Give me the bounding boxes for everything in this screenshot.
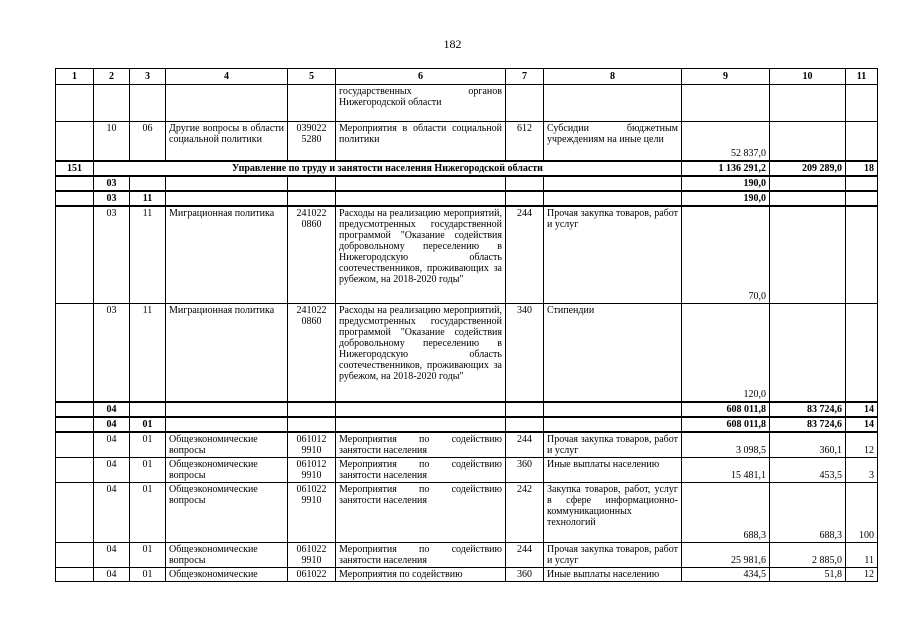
column-header: 8	[544, 69, 682, 85]
cell-target-article: 039022 5280	[288, 122, 336, 161]
cell-empty	[288, 417, 336, 432]
cell-subsection-name: Общеэкономические вопросы	[166, 542, 288, 567]
cell-subsection: 01	[130, 417, 166, 432]
cell-percent	[846, 176, 878, 191]
cell-chapter	[56, 432, 94, 458]
cell-subsection	[130, 85, 166, 122]
table-row	[56, 457, 878, 482]
cell-subsection-name: Общеэкономические вопросы	[166, 457, 288, 482]
cell-section: 03	[94, 176, 130, 191]
cell-section	[94, 85, 130, 122]
cell-percent: 12	[846, 567, 878, 581]
column-header: 4	[166, 69, 288, 85]
cell-subsection: 01	[130, 482, 166, 542]
cell-amount-share: 51,8	[770, 567, 846, 581]
cell-article-name: государственных органов Нижегородской области	[336, 85, 506, 122]
cell-article-name: Мероприятия по содействию занятости населения	[336, 482, 506, 542]
cell-subsection-name: Общеэкономические вопросы	[166, 432, 288, 458]
cell-article-name: Мероприятия в области социальной политики	[336, 122, 506, 161]
cell-amount-share: 2 885,0	[770, 542, 846, 567]
cell-amount: 434,5	[682, 567, 770, 581]
cell-percent: 11	[846, 542, 878, 567]
cell-section: 03	[94, 206, 130, 304]
cell-section: 04	[94, 432, 130, 458]
cell-amount-share	[770, 85, 846, 122]
cell-section: 10	[94, 122, 130, 161]
cell-chapter	[56, 402, 94, 417]
cell-empty	[166, 402, 288, 417]
column-header: 6	[336, 69, 506, 85]
cell-section: 03	[94, 191, 130, 206]
cell-expense-type	[506, 85, 544, 122]
cell-expense-name: Субсидии бюджетным учреждениям на иные цели	[544, 122, 682, 161]
cell-subsection-name	[166, 85, 288, 122]
column-header: 5	[288, 69, 336, 85]
cell-amount-share	[770, 206, 846, 304]
cell-empty	[166, 176, 288, 191]
cell-empty	[336, 176, 506, 191]
cell-chapter	[56, 176, 94, 191]
cell-amount: 1 136 291,2	[682, 161, 770, 176]
cell-empty	[288, 191, 336, 206]
cell-amount: 190,0	[682, 176, 770, 191]
column-header: 7	[506, 69, 544, 85]
cell-chapter	[56, 482, 94, 542]
cell-percent	[846, 304, 878, 402]
cell-empty	[336, 417, 506, 432]
cell-subsection-name: Другие вопросы в области социальной политики	[166, 122, 288, 161]
cell-expense-name: Прочая закупка товаров, работ и услуг	[544, 542, 682, 567]
cell-article-name: Мероприятия по содействию занятости населения	[336, 457, 506, 482]
cell-subsection: 01	[130, 542, 166, 567]
table-row	[56, 206, 878, 304]
cell-expense-type: 244	[506, 542, 544, 567]
cell-amount: 608 011,8	[682, 402, 770, 417]
cell-chapter	[56, 567, 94, 581]
cell-article-name: Мероприятия по содействию занятости населения	[336, 432, 506, 458]
cell-target-article: 061022 9910	[288, 482, 336, 542]
cell-percent: 18	[846, 161, 878, 176]
cell-empty	[166, 191, 288, 206]
cell-expense-name: Иные выплаты населению	[544, 457, 682, 482]
cell-target-article: 061012 9910	[288, 457, 336, 482]
cell-section: 04	[94, 417, 130, 432]
table-row-subsection	[56, 417, 878, 432]
cell-subsection-name: Миграционная политика	[166, 206, 288, 304]
cell-amount-share	[770, 122, 846, 161]
cell-subsection: 01	[130, 567, 166, 581]
cell-subsection: 01	[130, 432, 166, 458]
cell-amount: 52 837,0	[682, 122, 770, 161]
cell-amount-share: 209 289,0	[770, 161, 846, 176]
cell-amount	[682, 85, 770, 122]
cell-amount: 15 481,1	[682, 457, 770, 482]
cell-section: 04	[94, 567, 130, 581]
budget-table	[55, 68, 878, 582]
column-header: 2	[94, 69, 130, 85]
cell-empty	[544, 417, 682, 432]
cell-empty	[336, 402, 506, 417]
cell-chapter: 151	[56, 161, 94, 176]
cell-section: 04	[94, 402, 130, 417]
cell-percent: 12	[846, 432, 878, 458]
cell-chapter	[56, 304, 94, 402]
cell-chapter	[56, 417, 94, 432]
cell-expense-type: 612	[506, 122, 544, 161]
cell-subsection-name: Миграционная политика	[166, 304, 288, 402]
cell-amount: 190,0	[682, 191, 770, 206]
cell-empty	[288, 402, 336, 417]
cell-amount-share: 360,1	[770, 432, 846, 458]
table-row	[56, 85, 878, 122]
cell-expense-type: 340	[506, 304, 544, 402]
cell-target-article: 241022 0860	[288, 206, 336, 304]
cell-expense-name: Прочая закупка товаров, работ и услуг	[544, 206, 682, 304]
cell-percent	[846, 191, 878, 206]
header-row	[56, 69, 878, 85]
table-row	[56, 482, 878, 542]
cell-empty	[506, 191, 544, 206]
cell-expense-type: 242	[506, 482, 544, 542]
cell-amount: 3 098,5	[682, 432, 770, 458]
cell-expense-type: 360	[506, 457, 544, 482]
cell-amount-share	[770, 176, 846, 191]
cell-section: 04	[94, 482, 130, 542]
cell-subsection: 06	[130, 122, 166, 161]
cell-empty	[544, 402, 682, 417]
cell-article-name: Мероприятия по содействию	[336, 567, 506, 581]
cell-target-article: 061022	[288, 567, 336, 581]
cell-amount-share: 83 724,6	[770, 402, 846, 417]
cell-amount: 688,3	[682, 482, 770, 542]
cell-percent: 3	[846, 457, 878, 482]
cell-subsection: 01	[130, 457, 166, 482]
cell-expense-type: 244	[506, 206, 544, 304]
cell-subsection: 11	[130, 304, 166, 402]
cell-chapter	[56, 191, 94, 206]
cell-target-article	[288, 85, 336, 122]
cell-chapter	[56, 206, 94, 304]
cell-empty	[544, 191, 682, 206]
cell-expense-name: Стипендии	[544, 304, 682, 402]
cell-subsection: 11	[130, 206, 166, 304]
column-header: 1	[56, 69, 94, 85]
cell-amount: 25 981,6	[682, 542, 770, 567]
cell-amount: 608 011,8	[682, 417, 770, 432]
table-row-subsection	[56, 191, 878, 206]
table-row	[56, 567, 878, 581]
cell-empty	[506, 402, 544, 417]
cell-amount-share	[770, 191, 846, 206]
column-header: 3	[130, 69, 166, 85]
cell-amount-share: 688,3	[770, 482, 846, 542]
cell-article-name: Расходы на реализацию мероприятий, предусмотренных государственной программой "Оказание содействия добровольному переселению в Нижегородскую область соотечественников, проживающих за рубежом, на 2018-2020 годы"	[336, 304, 506, 402]
cell-subsection-name: Общеэкономические вопросы	[166, 482, 288, 542]
cell-empty	[336, 191, 506, 206]
table-row-section	[56, 402, 878, 417]
table-row	[56, 304, 878, 402]
cell-expense-name	[544, 85, 682, 122]
cell-empty	[506, 417, 544, 432]
cell-percent: 100	[846, 482, 878, 542]
cell-target-article: 241022 0860	[288, 304, 336, 402]
cell-subsection-name: Общеэкономические	[166, 567, 288, 581]
cell-chapter	[56, 122, 94, 161]
cell-amount-share: 453,5	[770, 457, 846, 482]
cell-expense-name: Иные выплаты населению	[544, 567, 682, 581]
table-row	[56, 122, 878, 161]
cell-empty	[166, 417, 288, 432]
cell-target-article: 061022 9910	[288, 542, 336, 567]
cell-section: 04	[94, 542, 130, 567]
column-header: 10	[770, 69, 846, 85]
column-header: 11	[846, 69, 878, 85]
cell-subsection: 11	[130, 191, 166, 206]
cell-section: 04	[94, 457, 130, 482]
cell-percent	[846, 85, 878, 122]
cell-empty	[506, 176, 544, 191]
cell-empty	[288, 176, 336, 191]
cell-article-name: Мероприятия по содействию занятости населения	[336, 542, 506, 567]
table-row	[56, 432, 878, 458]
cell-empty	[544, 176, 682, 191]
cell-chapter	[56, 85, 94, 122]
table-row-department	[56, 161, 878, 176]
cell-expense-name: Прочая закупка товаров, работ и услуг	[544, 432, 682, 458]
page-number: 182	[443, 37, 462, 51]
cell-amount-share: 83 724,6	[770, 417, 846, 432]
table-row-section	[56, 176, 878, 191]
table-row	[56, 542, 878, 567]
cell-chapter	[56, 542, 94, 567]
cell-department-title: Управление по труду и занятости населения Нижегородской области	[94, 161, 682, 176]
column-header: 9	[682, 69, 770, 85]
cell-section: 03	[94, 304, 130, 402]
cell-subsection	[130, 176, 166, 191]
cell-expense-type: 244	[506, 432, 544, 458]
cell-amount: 70,0	[682, 206, 770, 304]
cell-target-article: 061012 9910	[288, 432, 336, 458]
cell-amount-share	[770, 304, 846, 402]
cell-article-name: Расходы на реализацию мероприятий, предусмотренных государственной программой "Оказание содействия добровольному переселению в Нижегородскую область соотечественников, проживающих за рубежом, на 2018-2020 годы"	[336, 206, 506, 304]
cell-percent: 14	[846, 417, 878, 432]
cell-percent	[846, 122, 878, 161]
cell-chapter	[56, 457, 94, 482]
cell-amount: 120,0	[682, 304, 770, 402]
cell-percent	[846, 206, 878, 304]
cell-expense-type: 360	[506, 567, 544, 581]
cell-percent: 14	[846, 402, 878, 417]
cell-subsection	[130, 402, 166, 417]
cell-expense-name: Закупка товаров, работ, услуг в сфере информационно-коммуникационных технологий	[544, 482, 682, 542]
